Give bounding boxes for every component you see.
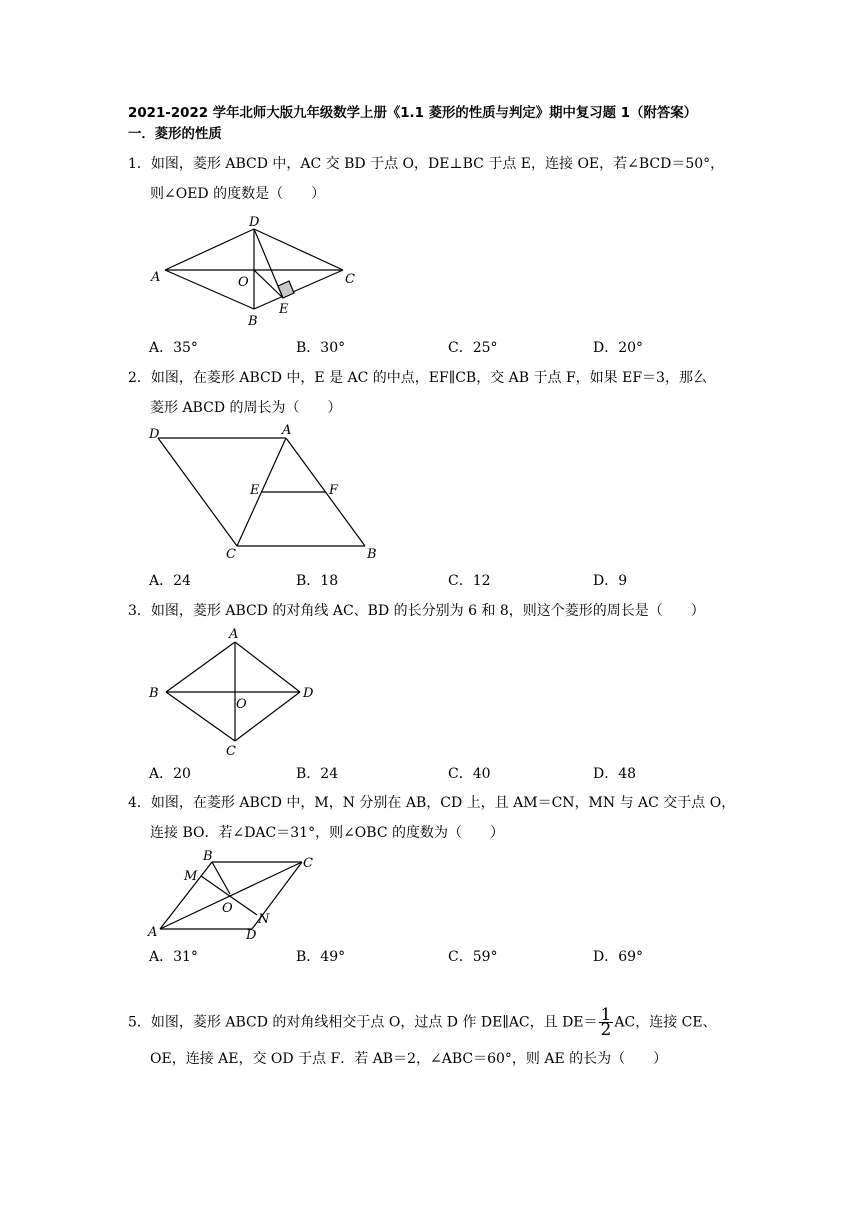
q5-fraction	[599, 1005, 614, 1040]
q1-option-d: D．20°	[593, 340, 644, 356]
q4-label-C: C	[303, 856, 313, 871]
q2-label-F: F	[329, 483, 339, 498]
q2-label-B: B	[367, 547, 377, 562]
q4-option-d: D．69°	[593, 949, 644, 965]
q4-figure	[145, 848, 325, 943]
q2-option-a: A．24	[149, 573, 191, 589]
q5-fraction-denominator: 2	[600, 1020, 612, 1040]
q3-option-d: D．48	[593, 766, 637, 782]
q3-label-O: O	[236, 697, 247, 712]
q2-text-line2: 菱形 ABCD 的周长为（ ）	[150, 400, 342, 416]
q4-option-c: C．59°	[448, 949, 498, 965]
q2-label-C: C	[226, 547, 236, 562]
q3-option-b: B．24	[296, 766, 339, 782]
q1-figure	[148, 214, 368, 329]
q1-label-A: A	[151, 270, 161, 285]
q2-option-b: B．18	[296, 573, 339, 589]
q1-label-C: C	[345, 272, 355, 287]
q2-option-c: C．12	[448, 573, 491, 589]
q3-label-A: A	[229, 627, 239, 642]
section-heading: 一．菱形的性质	[128, 127, 222, 142]
q4-label-N: N	[258, 912, 270, 927]
q1-label-B: B	[248, 314, 258, 329]
q1-label-O: O	[238, 275, 249, 290]
q2-text-line1: 2．如图，在菱形 ABCD 中，E 是 AC 的中点，EF∥CB，交 AB 于点 F，如果 EF＝3，那么	[128, 370, 707, 386]
q1-option-c: C．25°	[448, 340, 498, 356]
q1-label-E: E	[279, 302, 289, 317]
q4-label-D: D	[246, 928, 257, 943]
q2-label-A: A	[282, 423, 292, 438]
q5-text-line1	[128, 1005, 717, 1040]
q5-fraction-numerator: 1	[600, 1005, 612, 1025]
q2-figure	[145, 422, 385, 562]
q4-text-line2: 连接 BO．若∠DAC＝31°，则∠OBC 的度数为（ ）	[150, 825, 504, 841]
q3-label-B: B	[149, 686, 159, 701]
q1-label-D: D	[249, 215, 260, 230]
q2-label-D: D	[149, 427, 160, 442]
q3-label-D: D	[303, 686, 314, 701]
q4-text-line1: 4．如图，在菱形 ABCD 中，M，N 分别在 AB，CD 上，且 AM＝CN，MN 与 AC 交于点 O，	[128, 795, 736, 811]
q3-option-c: C．40	[448, 766, 491, 782]
q1-option-b: B．30°	[296, 340, 346, 356]
q1-option-a: A．35°	[149, 340, 198, 356]
q5-text-line1-part2: AC，连接 CE、	[614, 1014, 717, 1031]
q4-label-O: O	[222, 901, 233, 916]
q5-text-line1-part1: 5．如图，菱形 ABCD 的对角线相交于点 O，过点 D 作 DE∥AC，且 DE＝	[128, 1014, 598, 1031]
q3-figure	[145, 624, 335, 759]
q4-label-A: A	[148, 925, 158, 940]
q4-label-B: B	[203, 849, 213, 864]
q4-label-M: M	[184, 869, 198, 884]
q3-option-a: A．20	[149, 766, 191, 782]
document-title: 2021-2022 学年北师大版九年级数学上册《1.1 菱形的性质与判定》期中复习题 1（附答案）	[128, 106, 698, 121]
q5-text-line2: OE，连接 AE，交 OD 于点 F．若 AB＝2，∠ABC＝60°，则 AE 的长为（ ）	[150, 1051, 668, 1067]
q4-option-b: B．49°	[296, 949, 346, 965]
q1-text-line2: 则∠OED 的度数是（ ）	[150, 186, 326, 202]
q1-text-line1: 1．如图，菱形 ABCD 中，AC 交 BD 于点 O，DE⊥BC 于点 E，连接 OE，若∠BCD＝50°，	[128, 156, 725, 172]
q4-option-a: A．31°	[149, 949, 198, 965]
q2-option-d: D．9	[593, 573, 628, 589]
q3-label-C: C	[226, 744, 236, 759]
q3-text-line1: 3．如图，菱形 ABCD 的对角线 AC、BD 的长分别为 6 和 8，则这个菱形的周长是（ ）	[128, 603, 705, 619]
q2-label-E: E	[250, 483, 260, 498]
